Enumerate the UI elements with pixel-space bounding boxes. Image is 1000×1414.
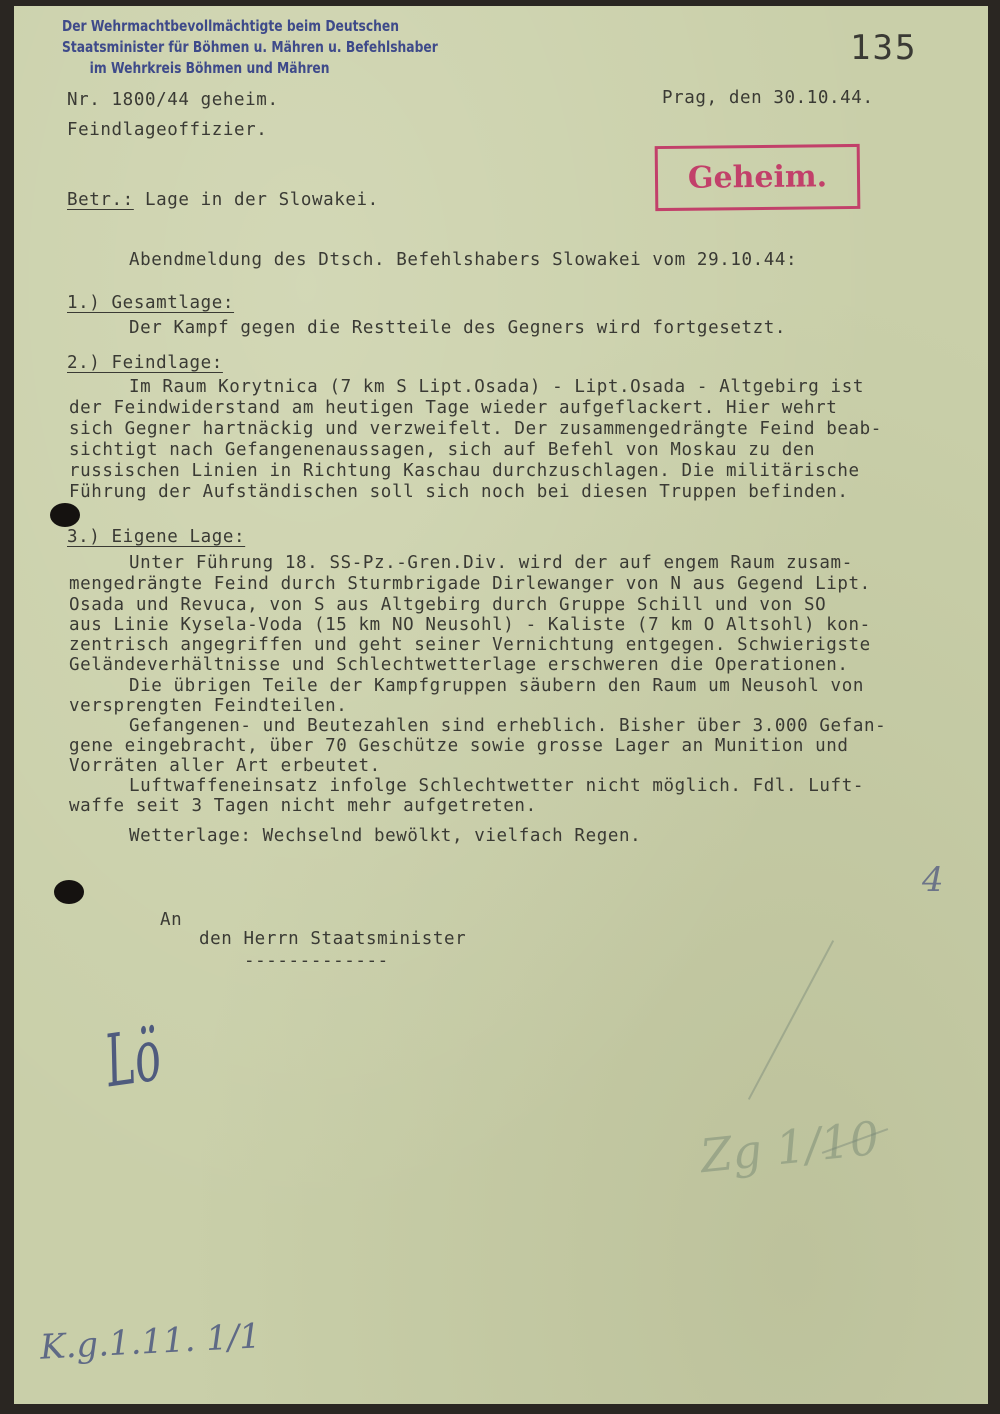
section-3-line: Vorräten aller Art erbeutet. <box>69 756 381 776</box>
section-3-line: mengedrängte Feind durch Sturmbrigade Dirlewanger von N aus Gegend Lipt. <box>69 574 871 594</box>
office-stamp-line-3: im Wehrkreis Böhmen und Mähren <box>89 59 330 77</box>
section-3-line: gene eingebracht, über 70 Geschütze sowie grosse Lager an Munition und <box>69 736 849 756</box>
handwritten-initial: Lö <box>100 1012 166 1104</box>
office-stamp <box>62 16 438 79</box>
reference-number: Nr. 1800/44 geheim. <box>67 90 279 110</box>
section-2-heading: 2.) Feindlage: <box>67 353 223 373</box>
section-2-line: Führung der Aufständischen soll sich noch bei diesen Truppen befinden. <box>69 482 849 502</box>
section-2-line: sich Gegner hartnäckig und verzweifelt. Der zusammengedrängte Feind beab- <box>69 419 882 439</box>
section-3-line: versprengten Feindteilen. <box>69 696 348 716</box>
section-1-heading: 1.) Gesamtlage: <box>67 293 235 313</box>
section-3-heading: 3.) Eigene Lage: <box>67 527 246 547</box>
handwritten-archive-note: K.g.1.11. 1/1 <box>39 1316 262 1368</box>
section-1-line: Der Kampf gegen die Restteile des Gegners wird fortgesetzt. <box>129 318 787 338</box>
section-3-line: zentrisch angegriffen und geht seiner Vernichtung entgegen. Schwierigste <box>69 635 871 655</box>
subject-line <box>67 190 379 210</box>
handwritten-scrawl: Zg 1/10 <box>697 1110 882 1184</box>
punch-hole-upper <box>50 503 80 527</box>
place-date: Prag, den 30.10.44. <box>662 88 874 108</box>
section-3-line: Geländeverhältnisse und Schlechtwetterlage erschweren die Operationen. <box>69 655 849 675</box>
office-stamp-line-1: Der Wehrmachtbevollmächtigte beim Deutschen <box>62 17 399 35</box>
section-3-line: Unter Führung 18. SS-Pz.-Gren.Div. wird der auf engem Raum zusam- <box>129 553 853 573</box>
section-2-line: der Feindwiderstand am heutigen Tage wieder aufgeflackert. Hier wehrt <box>69 398 838 418</box>
section-3-line: waffe seit 3 Tagen nicht mehr aufgetreten. <box>69 796 537 816</box>
handwritten-mark-right: 4 <box>922 860 944 900</box>
section-3-line: Osada und Revuca, von S aus Altgebirg durch Gruppe Schill und von SO <box>69 595 827 615</box>
section-3-line: aus Linie Kysela-Voda (15 km NO Neusohl) - Kaliste (7 km O Altsohl) kon- <box>69 615 871 635</box>
report-intro: Abendmeldung des Dtsch. Befehlshabers Slowakei vom 29.10.44: <box>129 250 798 270</box>
section-2-line: Im Raum Korytnica (7 km S Lipt.Osada) - Lipt.Osada - Altgebirg ist <box>129 377 864 397</box>
sender-office: Feindlageoffizier. <box>67 120 268 140</box>
weather-line: Wetterlage: Wechselnd bewölkt, vielfach Regen. <box>129 826 642 846</box>
section-3-line: Gefangenen- und Beutezahlen sind erheblich. Bisher über 3.000 Gefan- <box>129 716 887 736</box>
address-an: An <box>160 910 183 930</box>
address-recipient: den Herrn Staatsminister <box>199 929 467 949</box>
folio-number: 135 <box>850 28 918 68</box>
section-2-line: sichtigt nach Gefangenenaussagen, sich auf Befehl von Moskau zu den <box>69 440 816 460</box>
section-3-line: Luftwaffeneinsatz infolge Schlechtwetter nicht möglich. Fdl. Luft- <box>129 776 864 796</box>
office-stamp-line-2: Staatsminister für Böhmen u. Mähren u. Befehlshaber <box>62 38 438 56</box>
address-rule: ------------- <box>244 951 389 971</box>
classification-stamp: Geheim. <box>655 144 861 211</box>
punch-hole-lower <box>54 880 84 904</box>
section-2-line: russischen Linien in Richtung Kaschau durchzuschlagen. Die militärische <box>69 461 860 481</box>
subject-label: Betr.: <box>67 190 134 210</box>
subject-text: Lage in der Slowakei. <box>133 190 379 210</box>
section-3-line: Die übrigen Teile der Kampfgruppen säubern den Raum um Neusohl von <box>129 676 864 696</box>
